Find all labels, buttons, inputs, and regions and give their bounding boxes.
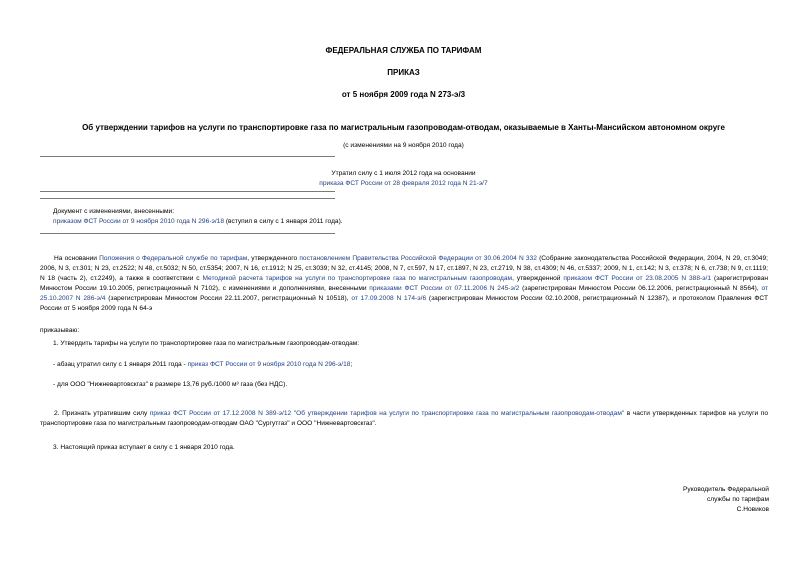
order-item-2 bbox=[40, 409, 768, 429]
order-296-link[interactable]: приказ ФСТ России от 9 ноября 2010 года N 296-э/18 bbox=[187, 361, 351, 368]
text-fragment: в части утвержденных тарифов на услуги по транспортировке газа по магистральным газопроводам-отводам ОАО "Сургутгаз" и ООО "Нижневартовскгаз". bbox=[40, 410, 768, 427]
text-fragment: (зарегистрирован Минюстом России 02.10.2008, регистрационный N 12387), и протоколом Правления ФСТ России от 5 ноября 2009 года N 64-э bbox=[40, 295, 768, 312]
text-fragment: , утвержденного bbox=[247, 255, 300, 262]
amendments-label: Документ с изменениями, внесенными: bbox=[53, 208, 175, 215]
lost-force-text: Утратил силу с 1 июля 2012 года на основании bbox=[331, 170, 476, 177]
text-fragment: (Собрание законодательства Российской Федерации, 2004, N 29, ст.3049; 2006, N 3, ст.301; N 23, ст.2522; N 48, ст.5032; N 50, ст.5354; 2007, N 16, ст.1912; N 25, ст.3039; N 32, ст.4145; 2008, N 7, ст.597, N 17, ст.1897, N 23, ст.2719, N 38, ст.4309; N 46, ст.5337; 2009, N 1, ст.142; N 3, ст.378; N 6, ст.738; N 9, ст.1119; N 18 (часть 2), ст.2249), а также в соответствии с bbox=[40, 255, 768, 282]
signature-name: С.Новиков bbox=[736, 506, 769, 513]
changes-note: (с изменениями на 9 ноября 2010 года) bbox=[343, 142, 464, 149]
amendment-tail: (вступил в силу с 1 января 2011 года). bbox=[223, 218, 343, 225]
signature-title-1: Руководитель Федеральной bbox=[683, 486, 769, 493]
order-245-link[interactable]: приказами ФСТ России от 07.11.2006 N 245-э/2 bbox=[369, 285, 520, 292]
divider bbox=[40, 191, 335, 192]
order-item-1a bbox=[53, 360, 352, 369]
doc-date-number: от 5 ноября 2009 года N 273-э/3 bbox=[341, 90, 466, 99]
divider bbox=[40, 198, 335, 199]
decree-word: приказываю: bbox=[40, 327, 80, 334]
order-286-link[interactable]: от 25.10.2007 N 286-э/4 bbox=[40, 285, 768, 302]
text-fragment: , утвержденной bbox=[512, 275, 564, 282]
text-fragment: ; bbox=[350, 361, 353, 368]
text-fragment: (зарегистрирован Минюстом России 06.12.2006, регистрационный N 8564), bbox=[519, 285, 762, 292]
text-fragment: 2. Признать утратившим силу bbox=[54, 410, 150, 417]
methodology-link[interactable]: Методикой расчета тарифов на услуги по транспортировке газа по магистральным газопроводам bbox=[202, 275, 513, 282]
order-388-link[interactable]: приказом ФСТ России от 23.08.2005 N 388-э/1 bbox=[563, 275, 712, 282]
regulation-link[interactable]: Положения о Федеральной службе по тарифам bbox=[99, 255, 248, 262]
basis-paragraph bbox=[40, 254, 768, 314]
signature-title-2: службы по тарифам bbox=[706, 496, 769, 503]
text-fragment: - абзац утратил силу с 1 января 2011 года - bbox=[53, 361, 188, 368]
divider bbox=[40, 156, 335, 157]
order-item-3: 3. Настоящий приказ вступает в силу с 1 января 2010 года. bbox=[53, 444, 235, 451]
government-decree-link[interactable]: постановлением Правительства Российской Федерации от 30.06.2004 N 332 bbox=[299, 255, 537, 262]
amendment-link[interactable]: приказом ФСТ России от 9 ноября 2010 года N 296-э/18 bbox=[53, 218, 224, 225]
text-fragment: (зарегистрирован Минюстом России 22.11.2007, регистрационный N 10518), bbox=[105, 295, 352, 302]
order-item-1: 1. Утвердить тарифы на услуги по транспортировке газа по магистральным газопроводам-отводам: bbox=[53, 340, 360, 347]
order-item-1b: - для ООО "Нижневартовскгаз" в размере 13,76 руб./1000 м³ газа (без НДС). bbox=[53, 381, 288, 388]
doc-type: ПРИКАЗ bbox=[387, 68, 420, 77]
order-174-link[interactable]: от 17.09.2008 N 174-э/6 bbox=[351, 295, 427, 302]
order-389-link[interactable]: приказ ФСТ России от 17.12.2008 N 389-э/12 "Об утверждении тарифов на услуги по транспортировке газа по магистральным газопроводам-отводам" bbox=[149, 410, 625, 417]
divider bbox=[40, 233, 335, 234]
document-title: Об утверждении тарифов на услуги по транспортировке газа по магистральным газопроводам-отводам, оказываемые в Ханты-Мансийском автономном округе bbox=[82, 123, 725, 132]
text-fragment: (зарегистрирован Минюстом России 19.10.2005, регистрационный N 7102), с изменениями и дополнениями, внесенными bbox=[40, 275, 768, 292]
agency-name: ФЕДЕРАЛЬНАЯ СЛУЖБА ПО ТАРИФАМ bbox=[325, 46, 482, 55]
text-fragment: На основании bbox=[54, 255, 100, 262]
amendments-line bbox=[53, 217, 343, 226]
lost-force-link[interactable]: приказа ФСТ России от 28 февраля 2012 года N 21-э/7 bbox=[319, 180, 488, 187]
